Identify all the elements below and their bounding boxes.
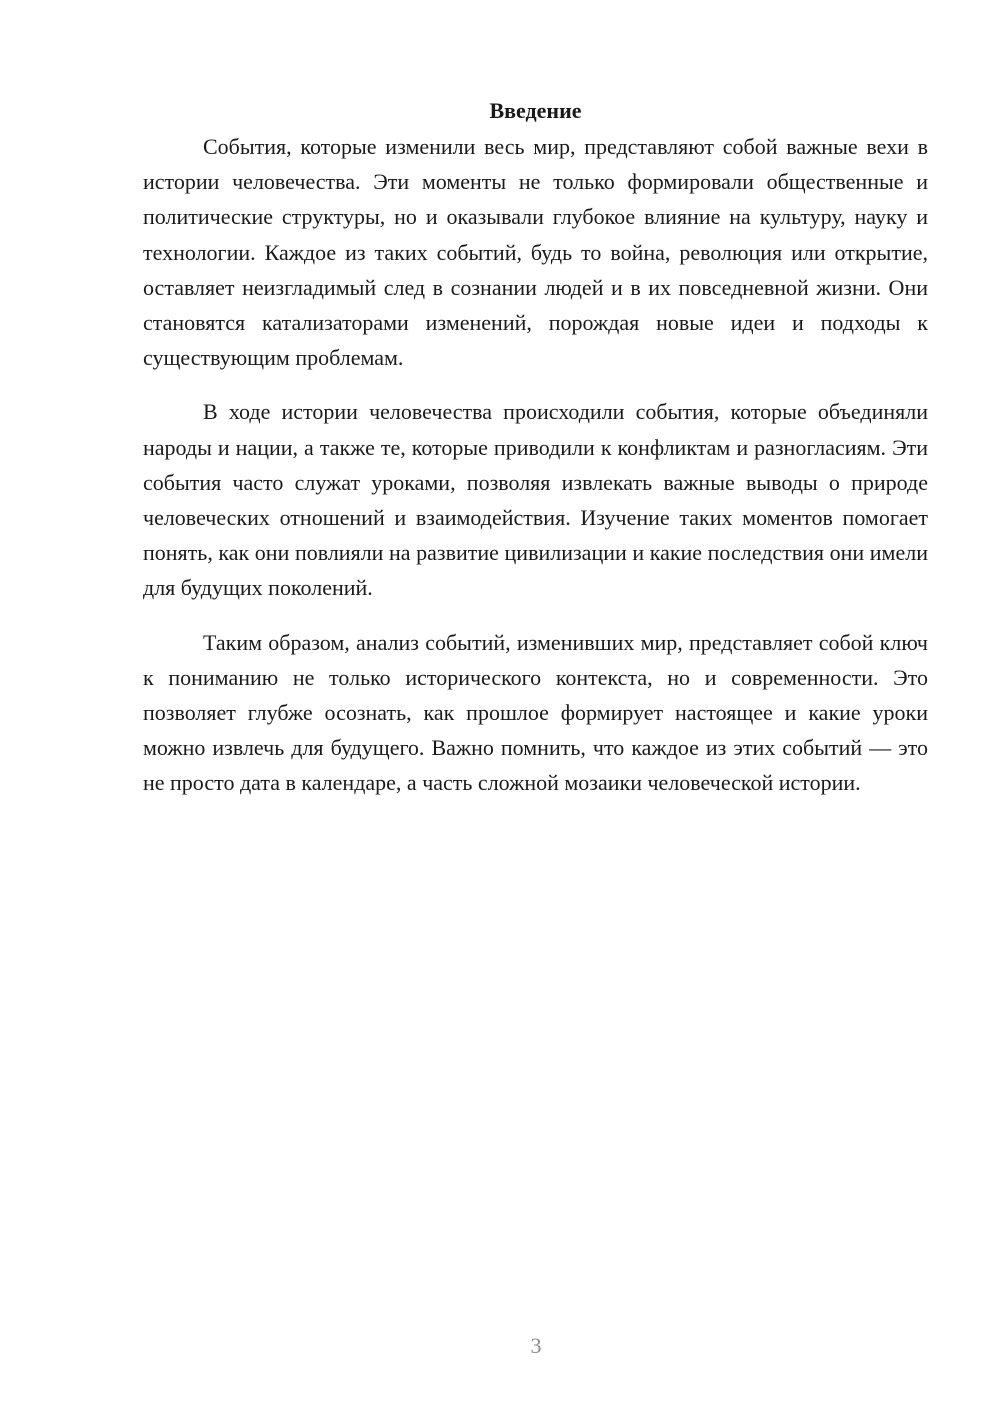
page-content [143, 95, 928, 820]
paragraph-3: Таким образом, анализ событий, изменивших мир, представляет собой ключ к пониманию не только исторического контекста, но и современности. Это позволяет глубже осознать, как прошлое формирует настоящее и какие уроки можно извлечь для будущего. Важно помнить, что каждое из этих событий — это не просто дата в календаре, а часть сложной мозаики человеческой истории. [143, 629, 928, 796]
page-number: 3 [530, 1333, 542, 1358]
paragraph-1: События, которые изменили весь мир, представляют собой важные вехи в истории человечества. Эти моменты не только формировали общественные и политические структуры, но и оказывали глубокое влияние на культуру, науку и технологии. Каждое из таких событий, будь то война, революция или открытие, оставляет неизгладимый след в сознании людей и в их повседневной жизни. Они становятся катализаторами изменений, порождая новые идеи и подходы к существующим проблемам. [143, 134, 928, 371]
paragraph-2: В ходе истории человечества происходили события, которые объединяли народы и нации, а также те, которые приводили к конфликтам и разногласиям. Эти события часто служат уроками, позволяя извлекать важные выводы о природе человеческих отношений и взаимодействия. Изучение таких моментов помогает понять, как они повлияли на развитие цивилизации и какие последствия они имели для будущих поколений. [143, 399, 928, 601]
section-heading: Введение [489, 98, 582, 123]
